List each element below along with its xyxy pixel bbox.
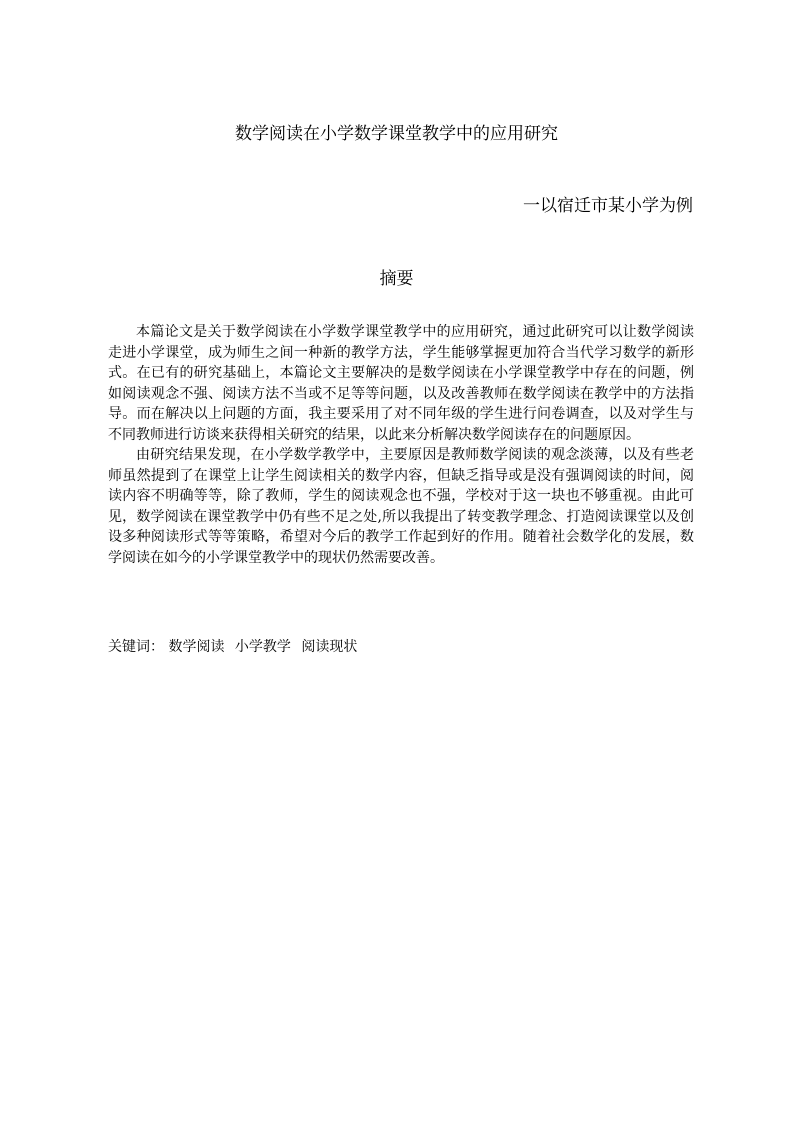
keyword: 阅读现状 xyxy=(301,639,358,655)
abstract-heading: 摘要 xyxy=(379,269,414,289)
keywords-label: 关键词： xyxy=(108,639,164,655)
page-subtitle: 一以宿迁市某小学为例 xyxy=(523,196,693,216)
abstract-body xyxy=(108,322,694,568)
keywords-line xyxy=(108,637,363,657)
abstract-paragraph: 本篇论文是关于数学阅读在小学数学课堂教学中的应用研究，通过此研究可以让数学阅读走进小学课堂，成为师生之间一种新的教学方法，学生能够掌握更加符合当代学习数学的新形式。在已有的研究基础上，本篇论文主要解决的是数学阅读在小学课堂教学中存在的问题，例如阅读观念不强、阅读方法不当或不足等等问题，以及改善教师在数学阅读在教学中的方法指导。而在解决以上问题的方面，我主要采用了对不同年级的学生进行问卷调查，以及对学生与不同教师进行访谈来获得相关研究的结果，以此来分析解决数学阅读存在的问题原因。 xyxy=(108,324,694,443)
keyword: 小学教学 xyxy=(234,639,291,655)
page-title: 数学阅读在小学数学课堂教学中的应用研究 xyxy=(235,124,558,144)
keyword: 数学阅读 xyxy=(168,639,225,655)
abstract-paragraph: 由研究结果发现，在小学数学教学中，主要原因是教师数学阅读的观念淡薄，以及有些老师虽然提到了在课堂上让学生阅读相关的数学内容，但缺乏指导或是没有强调阅读的时间，阅读内容不明确等等，除了教师，学生的阅读观念也不强，学校对于这一块也不够重视。由此可见，数学阅读在课堂教学中仍有些不足之处,所以我提出了转变教学理念、打造阅读课堂以及创设多种阅读形式等等策略，希望对今后的教学工作起到好的作用。随着社会数学化的发展，数学阅读在如今的小学课堂教学中的现状仍然需要改善。 xyxy=(108,447,694,566)
